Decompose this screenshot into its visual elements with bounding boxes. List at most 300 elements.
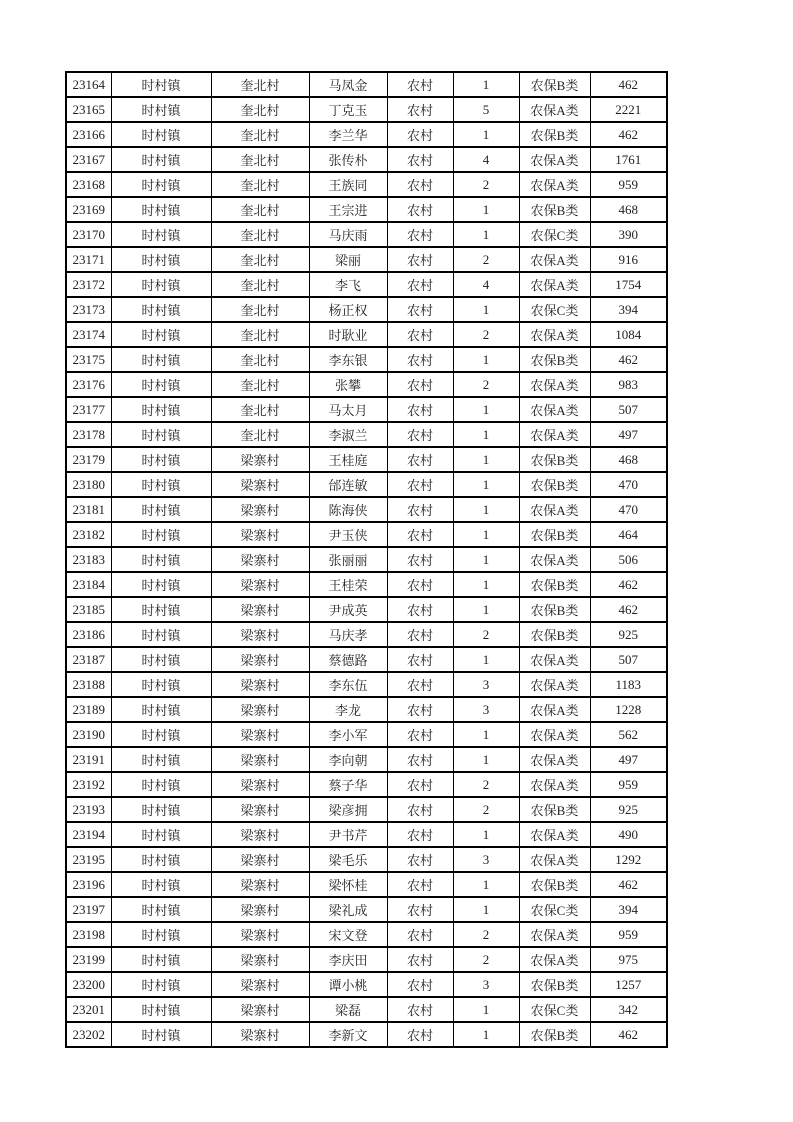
table-cell: 时村镇 (111, 272, 211, 297)
table-cell: 王宗进 (309, 197, 387, 222)
table-cell: 时村镇 (111, 147, 211, 172)
table-cell: 梁丽 (309, 247, 387, 272)
table-cell: 1 (453, 347, 519, 372)
table-cell: 925 (590, 622, 667, 647)
table-cell: 562 (590, 722, 667, 747)
table-cell: 农保C类 (519, 297, 590, 322)
table-cell: 尹玉侠 (309, 522, 387, 547)
table-cell: 奎北村 (211, 222, 309, 247)
table-cell: 农村 (387, 172, 453, 197)
table-row (66, 447, 667, 472)
table-cell: 4 (453, 147, 519, 172)
table-cell: 梁怀桂 (309, 872, 387, 897)
table-cell: 23182 (66, 522, 111, 547)
table-cell: 农保A类 (519, 172, 590, 197)
table-cell: 农保A类 (519, 422, 590, 447)
table-cell: 农保A类 (519, 547, 590, 572)
table-cell: 梁毛乐 (309, 847, 387, 872)
table-cell: 23180 (66, 472, 111, 497)
table-body (66, 72, 667, 1047)
table-cell: 农保B类 (519, 347, 590, 372)
table-cell: 李飞 (309, 272, 387, 297)
table-cell: 农村 (387, 647, 453, 672)
table-cell: 时村镇 (111, 747, 211, 772)
table-cell: 1 (453, 822, 519, 847)
table-cell: 农保A类 (519, 147, 590, 172)
table-cell: 时村镇 (111, 797, 211, 822)
table-cell: 农村 (387, 697, 453, 722)
table-cell: 时村镇 (111, 447, 211, 472)
table-cell: 蔡德路 (309, 647, 387, 672)
table-cell: 时村镇 (111, 922, 211, 947)
table-cell: 时村镇 (111, 397, 211, 422)
table-cell: 2 (453, 372, 519, 397)
table-cell: 时村镇 (111, 347, 211, 372)
table-row (66, 147, 667, 172)
table-cell: 谭小桃 (309, 972, 387, 997)
table-cell: 23176 (66, 372, 111, 397)
table-cell: 983 (590, 372, 667, 397)
table-cell: 1 (453, 122, 519, 147)
table-cell: 时村镇 (111, 972, 211, 997)
table-cell: 时村镇 (111, 597, 211, 622)
table-cell: 时村镇 (111, 872, 211, 897)
table-cell: 李兰华 (309, 122, 387, 147)
table-cell: 奎北村 (211, 422, 309, 447)
table-cell: 王桂庭 (309, 447, 387, 472)
table-cell: 1 (453, 197, 519, 222)
table-cell: 农保A类 (519, 97, 590, 122)
table-cell: 2 (453, 322, 519, 347)
table-cell: 农村 (387, 297, 453, 322)
table-cell: 1 (453, 397, 519, 422)
table-cell: 959 (590, 172, 667, 197)
table-cell: 1 (453, 472, 519, 497)
table-cell: 时村镇 (111, 772, 211, 797)
table-cell: 农保A类 (519, 772, 590, 797)
table-cell: 1 (453, 897, 519, 922)
table-cell: 462 (590, 872, 667, 897)
table-cell: 农村 (387, 847, 453, 872)
table-cell: 梁寨村 (211, 1022, 309, 1047)
table-cell: 马太月 (309, 397, 387, 422)
table-cell: 农村 (387, 397, 453, 422)
table-cell: 农村 (387, 97, 453, 122)
table-row (66, 922, 667, 947)
table-cell: 张攀 (309, 372, 387, 397)
table-cell: 农保B类 (519, 472, 590, 497)
table-cell: 农村 (387, 947, 453, 972)
table-cell: 李淑兰 (309, 422, 387, 447)
table-cell: 时村镇 (111, 522, 211, 547)
table-cell: 奎北村 (211, 147, 309, 172)
table-cell: 23202 (66, 1022, 111, 1047)
table-cell: 梁寨村 (211, 797, 309, 822)
table-cell: 时村镇 (111, 197, 211, 222)
table-cell: 462 (590, 347, 667, 372)
table-cell: 张丽丽 (309, 547, 387, 572)
table-cell: 宋文登 (309, 922, 387, 947)
table-cell: 468 (590, 447, 667, 472)
table-cell: 23165 (66, 97, 111, 122)
table-cell: 23168 (66, 172, 111, 197)
table-cell: 农保C类 (519, 997, 590, 1022)
table-cell: 975 (590, 947, 667, 972)
table-cell: 3 (453, 847, 519, 872)
table-cell: 462 (590, 72, 667, 97)
table-cell: 农保A类 (519, 397, 590, 422)
table-cell: 梁寨村 (211, 772, 309, 797)
table-row (66, 947, 667, 972)
table-cell: 奎北村 (211, 297, 309, 322)
table-cell: 农保A类 (519, 747, 590, 772)
table-cell: 23184 (66, 572, 111, 597)
table-row (66, 772, 667, 797)
table-cell: 梁寨村 (211, 672, 309, 697)
table-cell: 奎北村 (211, 322, 309, 347)
table-cell: 奎北村 (211, 172, 309, 197)
table-cell: 394 (590, 297, 667, 322)
table-cell: 时村镇 (111, 697, 211, 722)
table-cell: 农保A类 (519, 647, 590, 672)
table-cell: 尹成英 (309, 597, 387, 622)
table-cell: 农村 (387, 547, 453, 572)
table-cell: 497 (590, 422, 667, 447)
table-cell: 时村镇 (111, 497, 211, 522)
table-cell: 农保B类 (519, 197, 590, 222)
table-cell: 农村 (387, 822, 453, 847)
table-cell: 23169 (66, 197, 111, 222)
data-table (65, 71, 668, 1048)
table-cell: 梁寨村 (211, 547, 309, 572)
table-cell: 1084 (590, 322, 667, 347)
table-cell: 农村 (387, 872, 453, 897)
table-cell: 23181 (66, 497, 111, 522)
table-cell: 农保A类 (519, 322, 590, 347)
table-cell: 农村 (387, 197, 453, 222)
table-cell: 李新文 (309, 1022, 387, 1047)
table-cell: 农保B类 (519, 622, 590, 647)
table-cell: 奎北村 (211, 122, 309, 147)
table-cell: 23190 (66, 722, 111, 747)
table-cell: 1 (453, 547, 519, 572)
table-cell: 农保A类 (519, 722, 590, 747)
table-cell: 农村 (387, 922, 453, 947)
table-cell: 梁寨村 (211, 722, 309, 747)
table-cell: 农保B类 (519, 72, 590, 97)
table-cell: 23198 (66, 922, 111, 947)
table-cell: 农村 (387, 897, 453, 922)
table-row (66, 122, 667, 147)
table-cell: 2 (453, 947, 519, 972)
table-cell: 梁彦拥 (309, 797, 387, 822)
table-cell: 23196 (66, 872, 111, 897)
table-cell: 陈海侠 (309, 497, 387, 522)
table-cell: 23192 (66, 772, 111, 797)
table-cell: 1 (453, 597, 519, 622)
table-cell: 时村镇 (111, 322, 211, 347)
table-cell: 959 (590, 922, 667, 947)
table-cell: 尹书芹 (309, 822, 387, 847)
table-cell: 农村 (387, 72, 453, 97)
table-cell: 梁寨村 (211, 497, 309, 522)
table-cell: 农保A类 (519, 372, 590, 397)
table-cell: 462 (590, 122, 667, 147)
table-cell: 23174 (66, 322, 111, 347)
table-cell: 1257 (590, 972, 667, 997)
table-cell: 杨正权 (309, 297, 387, 322)
table-cell: 梁寨村 (211, 472, 309, 497)
table-cell: 1 (453, 297, 519, 322)
table-cell: 农村 (387, 522, 453, 547)
table-cell: 23200 (66, 972, 111, 997)
table-row (66, 747, 667, 772)
table-cell: 23195 (66, 847, 111, 872)
table-cell: 农村 (387, 122, 453, 147)
table-cell: 462 (590, 597, 667, 622)
table-cell: 时村镇 (111, 97, 211, 122)
table-cell: 时村镇 (111, 547, 211, 572)
table-row (66, 672, 667, 697)
table-cell: 农村 (387, 622, 453, 647)
table-cell: 梁寨村 (211, 447, 309, 472)
table-cell: 农保B类 (519, 797, 590, 822)
table-cell: 邰连敏 (309, 472, 387, 497)
table-row (66, 797, 667, 822)
table-cell: 农村 (387, 322, 453, 347)
table-cell: 23166 (66, 122, 111, 147)
table-row (66, 172, 667, 197)
table-cell: 梁寨村 (211, 822, 309, 847)
table-cell: 农保B类 (519, 972, 590, 997)
table-cell: 2 (453, 922, 519, 947)
table-cell: 时村镇 (111, 247, 211, 272)
table-row (66, 72, 667, 97)
table-cell: 470 (590, 472, 667, 497)
table-row (66, 97, 667, 122)
table-cell: 23164 (66, 72, 111, 97)
table-cell: 1 (453, 997, 519, 1022)
table-row (66, 547, 667, 572)
table-cell: 农村 (387, 447, 453, 472)
table-row (66, 997, 667, 1022)
table-cell: 奎北村 (211, 97, 309, 122)
table-cell: 奎北村 (211, 197, 309, 222)
table-cell: 王族同 (309, 172, 387, 197)
table-cell: 农保A类 (519, 497, 590, 522)
table-cell: 490 (590, 822, 667, 847)
table-cell: 23187 (66, 647, 111, 672)
table-cell: 23177 (66, 397, 111, 422)
table-row (66, 597, 667, 622)
table-cell: 1 (453, 722, 519, 747)
table-cell: 奎北村 (211, 272, 309, 297)
table-cell: 马庆孝 (309, 622, 387, 647)
table-cell: 马凤金 (309, 72, 387, 97)
table-cell: 梁寨村 (211, 997, 309, 1022)
table-cell: 462 (590, 1022, 667, 1047)
table-cell: 时村镇 (111, 647, 211, 672)
table-cell: 时村镇 (111, 372, 211, 397)
table-row (66, 397, 667, 422)
table-cell: 1292 (590, 847, 667, 872)
table-cell: 时村镇 (111, 847, 211, 872)
table-cell: 时村镇 (111, 622, 211, 647)
table-cell: 蔡子华 (309, 772, 387, 797)
table-cell: 时村镇 (111, 572, 211, 597)
table-cell: 农村 (387, 222, 453, 247)
table-cell: 梁寨村 (211, 647, 309, 672)
table-cell: 张传朴 (309, 147, 387, 172)
table-cell: 农保A类 (519, 247, 590, 272)
table-cell: 农村 (387, 347, 453, 372)
table-row (66, 222, 667, 247)
table-cell: 奎北村 (211, 347, 309, 372)
table-cell: 时村镇 (111, 172, 211, 197)
table-cell: 农保C类 (519, 222, 590, 247)
table-cell: 农村 (387, 247, 453, 272)
table-cell: 农保A类 (519, 922, 590, 947)
table-cell: 农村 (387, 797, 453, 822)
table-cell: 农村 (387, 272, 453, 297)
table-cell: 23183 (66, 547, 111, 572)
table-cell: 1 (453, 422, 519, 447)
table-cell: 时耿业 (309, 322, 387, 347)
table-cell: 时村镇 (111, 222, 211, 247)
table-cell: 390 (590, 222, 667, 247)
table-cell: 23170 (66, 222, 111, 247)
table-row (66, 372, 667, 397)
table-cell: 时村镇 (111, 672, 211, 697)
table-row (66, 522, 667, 547)
table-cell: 农保C类 (519, 897, 590, 922)
table-cell: 468 (590, 197, 667, 222)
table-cell: 李小军 (309, 722, 387, 747)
table-cell: 农村 (387, 372, 453, 397)
table-row (66, 272, 667, 297)
table-cell: 959 (590, 772, 667, 797)
table-cell: 农保B类 (519, 447, 590, 472)
table-cell: 李龙 (309, 697, 387, 722)
table-cell: 2 (453, 622, 519, 647)
table-cell: 916 (590, 247, 667, 272)
table-cell: 1761 (590, 147, 667, 172)
table-cell: 时村镇 (111, 472, 211, 497)
table-row (66, 897, 667, 922)
table-cell: 农保B类 (519, 597, 590, 622)
table-cell: 农村 (387, 472, 453, 497)
table-cell: 5 (453, 97, 519, 122)
table-row (66, 622, 667, 647)
table-cell: 农村 (387, 147, 453, 172)
table-cell: 梁寨村 (211, 522, 309, 547)
table-cell: 23172 (66, 272, 111, 297)
table-cell: 394 (590, 897, 667, 922)
table-cell: 23194 (66, 822, 111, 847)
table-cell: 23175 (66, 347, 111, 372)
table-row (66, 972, 667, 997)
table-cell: 23178 (66, 422, 111, 447)
table-cell: 1 (453, 647, 519, 672)
table-cell: 1 (453, 872, 519, 897)
table-cell: 梁寨村 (211, 872, 309, 897)
table-cell: 农村 (387, 597, 453, 622)
table-cell: 梁磊 (309, 997, 387, 1022)
table-cell: 23191 (66, 747, 111, 772)
table-cell: 李东银 (309, 347, 387, 372)
table-cell: 梁寨村 (211, 847, 309, 872)
table-cell: 23186 (66, 622, 111, 647)
table-cell: 梁寨村 (211, 947, 309, 972)
table-cell: 时村镇 (111, 722, 211, 747)
table-row (66, 347, 667, 372)
table-cell: 农保A类 (519, 947, 590, 972)
table-cell: 农村 (387, 772, 453, 797)
table-cell: 1 (453, 447, 519, 472)
table-cell: 农保B类 (519, 872, 590, 897)
table-cell: 农保A类 (519, 672, 590, 697)
table-cell: 时村镇 (111, 997, 211, 1022)
table-row (66, 1022, 667, 1047)
table-row (66, 297, 667, 322)
table-cell: 梁寨村 (211, 897, 309, 922)
table-cell: 23185 (66, 597, 111, 622)
table-cell: 农村 (387, 572, 453, 597)
table-cell: 时村镇 (111, 72, 211, 97)
table-cell: 农保B类 (519, 522, 590, 547)
table-cell: 2221 (590, 97, 667, 122)
table-cell: 497 (590, 747, 667, 772)
table-cell: 奎北村 (211, 247, 309, 272)
table-cell: 1754 (590, 272, 667, 297)
table-cell: 梁寨村 (211, 597, 309, 622)
table-cell: 1 (453, 572, 519, 597)
table-cell: 3 (453, 972, 519, 997)
table-cell: 1 (453, 747, 519, 772)
table-cell: 1 (453, 222, 519, 247)
table-cell: 464 (590, 522, 667, 547)
table-row (66, 722, 667, 747)
table-cell: 23188 (66, 672, 111, 697)
table-cell: 时村镇 (111, 897, 211, 922)
table-cell: 1183 (590, 672, 667, 697)
table-cell: 1 (453, 497, 519, 522)
table-cell: 1 (453, 1022, 519, 1047)
table-cell: 2 (453, 797, 519, 822)
table-cell: 2 (453, 247, 519, 272)
table-cell: 农保A类 (519, 847, 590, 872)
table-row (66, 197, 667, 222)
table-cell: 农保A类 (519, 822, 590, 847)
table-cell: 李庆田 (309, 947, 387, 972)
table-cell: 农村 (387, 1022, 453, 1047)
table-cell: 23199 (66, 947, 111, 972)
table-cell: 23193 (66, 797, 111, 822)
table-cell: 507 (590, 647, 667, 672)
table-row (66, 697, 667, 722)
table-cell: 农保A类 (519, 697, 590, 722)
table-cell: 时村镇 (111, 947, 211, 972)
table-row (66, 872, 667, 897)
table-cell: 农村 (387, 497, 453, 522)
table-cell: 23201 (66, 997, 111, 1022)
table-cell: 时村镇 (111, 122, 211, 147)
table-cell: 3 (453, 697, 519, 722)
table-cell: 2 (453, 772, 519, 797)
table-row (66, 822, 667, 847)
table-row (66, 422, 667, 447)
table-cell: 农保B类 (519, 122, 590, 147)
